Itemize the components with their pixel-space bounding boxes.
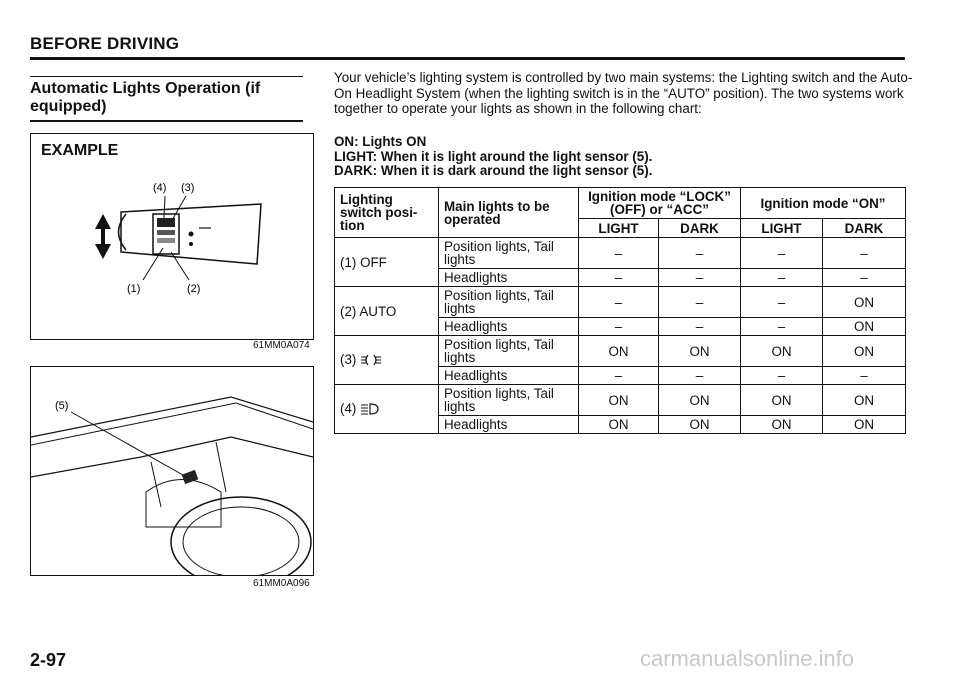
intro-paragraph: Your vehicle’s lighting system is controlled by two main systems: the Lighting switch and the Auto-On Headlight System (when the lighting switch is in the “AUTO” position). The two systems work together to operate your lights as shown in the following chart: xyxy=(334,70,913,116)
table-cell: ON xyxy=(823,318,906,336)
position-label: (4) xyxy=(340,400,357,416)
light-name: Position lights, Tail lights xyxy=(439,385,579,416)
header-switch-position: Lighting switch posi-tion xyxy=(335,188,439,238)
section-divider xyxy=(30,57,905,60)
table-cell: ON xyxy=(659,385,741,416)
lighting-chart-table xyxy=(334,187,906,434)
switch-position-3 xyxy=(335,336,439,385)
table-cell: – xyxy=(823,367,906,385)
section-title: BEFORE DRIVING xyxy=(30,34,180,53)
table-row xyxy=(335,385,906,416)
table-cell: – xyxy=(579,367,659,385)
table-cell: ON xyxy=(659,336,741,367)
table-row xyxy=(335,287,906,318)
table-cell: ON xyxy=(741,416,823,434)
table-cell: – xyxy=(741,269,823,287)
table-cell: – xyxy=(823,238,906,269)
light-name: Position lights, Tail lights xyxy=(439,287,579,318)
table-cell: – xyxy=(741,318,823,336)
table-cell: – xyxy=(741,367,823,385)
light-name: Position lights, Tail lights xyxy=(439,238,579,269)
table-cell: – xyxy=(659,269,741,287)
table-cell: ON xyxy=(823,385,906,416)
watermark[interactable]: carmanualsonline.info xyxy=(640,646,855,671)
light-name: Headlights xyxy=(439,367,579,385)
figure-code: 61MM0A096 xyxy=(253,578,310,589)
label-5: (5) xyxy=(55,400,69,412)
table-cell: ON xyxy=(579,416,659,434)
header-ignition-lock: Ignition mode “LOCK” (OFF) or “ACC” xyxy=(579,188,741,219)
table-cell: ON xyxy=(659,416,741,434)
switch-position-auto: (2) AUTO xyxy=(335,287,439,336)
table-cell: – xyxy=(823,269,906,287)
light-name: Headlights xyxy=(439,269,579,287)
header-light: LIGHT xyxy=(741,219,823,238)
table-cell: – xyxy=(579,318,659,336)
table-cell: – xyxy=(741,238,823,269)
table-cell: – xyxy=(659,238,741,269)
label-1: (1) xyxy=(127,283,141,295)
position-lights-icon xyxy=(360,353,382,367)
light-name: Position lights, Tail lights xyxy=(439,336,579,367)
definitions xyxy=(334,135,914,179)
table-cell: ON xyxy=(579,336,659,367)
heading-rule-bottom xyxy=(30,120,303,122)
table-row xyxy=(335,238,906,269)
table-cell: ON xyxy=(823,336,906,367)
header-light: LIGHT xyxy=(579,219,659,238)
table-cell: – xyxy=(659,367,741,385)
table-cell: – xyxy=(659,287,741,318)
page-number: 2-97 xyxy=(30,650,67,670)
figure-code: 61MM0A074 xyxy=(253,340,310,351)
table-cell: – xyxy=(579,269,659,287)
table-cell: – xyxy=(741,287,823,318)
figure-light-sensor xyxy=(30,366,314,576)
figure-title: EXAMPLE xyxy=(41,142,119,159)
table-cell: ON xyxy=(741,385,823,416)
table-cell: ON xyxy=(579,385,659,416)
figure-lighting-switch xyxy=(30,133,314,340)
table-cell: – xyxy=(579,238,659,269)
definition-light: LIGHT: When it is light around the light sensor (5). xyxy=(334,148,653,164)
light-name: Headlights xyxy=(439,416,579,434)
label-4: (4) xyxy=(153,182,167,194)
topic-heading: Automatic Lights Operation (if equipped) xyxy=(30,80,261,115)
table-cell: – xyxy=(579,287,659,318)
headlights-icon xyxy=(360,402,380,416)
table-cell: ON xyxy=(741,336,823,367)
header-main-lights: Main lights to be operated xyxy=(439,188,579,238)
label-2: (2) xyxy=(187,283,201,295)
label-3: (3) xyxy=(181,182,195,194)
lighting-switch-illustration xyxy=(31,134,313,339)
position-label: (3) xyxy=(340,351,357,367)
table-cell: – xyxy=(659,318,741,336)
heading-rule-top xyxy=(30,76,303,77)
switch-position-off: (1) OFF xyxy=(335,238,439,287)
light-name: Headlights xyxy=(439,318,579,336)
switch-position-4 xyxy=(335,385,439,434)
header-ignition-on: Ignition mode “ON” xyxy=(741,188,906,219)
table-cell: ON xyxy=(823,287,906,318)
table-row xyxy=(335,336,906,367)
header-dark: DARK xyxy=(659,219,741,238)
dashboard-illustration xyxy=(31,367,313,575)
table-cell: ON xyxy=(823,416,906,434)
header-dark: DARK xyxy=(823,219,906,238)
definition-dark: DARK: When it is dark around the light sensor (5). xyxy=(334,163,653,178)
definition-on: ON: Lights ON xyxy=(334,134,427,149)
